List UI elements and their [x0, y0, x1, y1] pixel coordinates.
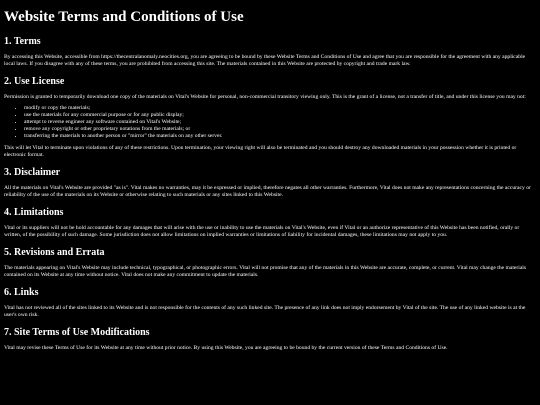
section-paragraph: Vital may revise these Terms of Use for its Website at any time without prior notice. By using this Website, you are agreeing to be bound by the current version of these Terms and Conditions of Use.: [4, 345, 448, 351]
list-item: • transferring the materials to another person or "mirror" the materials on any other server.: [24, 133, 536, 140]
section-paragraph: Permission is granted to temporarily download one copy of the materials on Vital's Website for personal, non-commercial transitory viewing only. This is the grant of a license, not a transfer of title, and under this license you may not:: [4, 94, 526, 100]
section-modifications: [4, 327, 536, 352]
section-use-license: [4, 76, 536, 159]
section-heading: 2. Use License: [4, 76, 65, 87]
section-paragraph: By accessing this Website, accessible from https://thecentralanomaly.neocities.org, you are agreeing to be bound by these Website Terms and Conditions of Use and agree that you are responsible for the agreement with any applicable local laws. If you disagree with any of these terms, you are prohibited from accessing this site. The materials contained in this Website are protected by copyright and trade mark law.: [4, 54, 526, 67]
list-item: • modify or copy the materials;: [24, 105, 536, 112]
section-heading: 7. Site Terms of Use Modifications: [4, 327, 150, 338]
restrictions-list: [4, 105, 536, 140]
page-title: Website Terms and Conditions of Use: [4, 9, 244, 25]
section-heading: 6. Links: [4, 287, 39, 298]
section-paragraph: The materials appearing on Vital's Website may include technical, typographical, or photographic errors. Vital will not promise that any of the materials in this Website are accurate, complete, or current. Vital may change the materials contained on its Website at any time without notice. Vital does not make any commitment to update the materials.: [4, 265, 527, 278]
section-limitations: [4, 207, 536, 239]
section-paragraph: This will let Vital to terminate upon violations of any of these restrictions. Upon termination, your viewing right will also be terminated and you should destroy any downloaded materials in your possession whether it is printed or electronic format.: [4, 145, 517, 158]
section-links: [4, 287, 536, 319]
list-item: • remove any copyright or other proprietary notations from the materials; or: [24, 126, 536, 133]
section-revisions: [4, 247, 536, 279]
section-terms: [4, 36, 536, 68]
section-paragraph: All the materials on Vital's Website are provided "as is". Vital makes no warranties, may it be expressed or implied, therefore negates all other warranties. Furthermore, Vital does not make any representations concerning the accuracy or reliability of the use of the materials on its Website or otherwise relating to such materials or any sites linked to this Website.: [4, 185, 531, 198]
section-heading: 3. Disclaimer: [4, 167, 61, 178]
section-heading: 5. Revisions and Errata: [4, 247, 105, 258]
section-heading: 4. Limitations: [4, 207, 64, 218]
section-disclaimer: [4, 167, 536, 199]
section-paragraph: Vital or its suppliers will not be hold accountable for any damages that will arise with the use or inability to use the materials on Vital's Website, even if Vital or an authorize representative of this Website has been notified, orally or written, of the possibility of such damage. Some jurisdiction does not allow limitations on implied warranties or limitations of liability for incidental damages, these limitations may not apply to you.: [4, 225, 520, 238]
section-paragraph: Vital has not reviewed all of the sites linked to its Website and is not responsible for the contents of any such linked site. The presence of any link does not imply endorsement by Vital of the site. The use of any linked website is at the user's own risk.: [4, 305, 526, 318]
section-heading: 1. Terms: [4, 36, 41, 47]
list-item: • use the materials for any commercial purpose or for any public display;: [24, 112, 536, 119]
list-item: • attempt to reverse engineer any software contained on Vital's Website;: [24, 119, 536, 126]
